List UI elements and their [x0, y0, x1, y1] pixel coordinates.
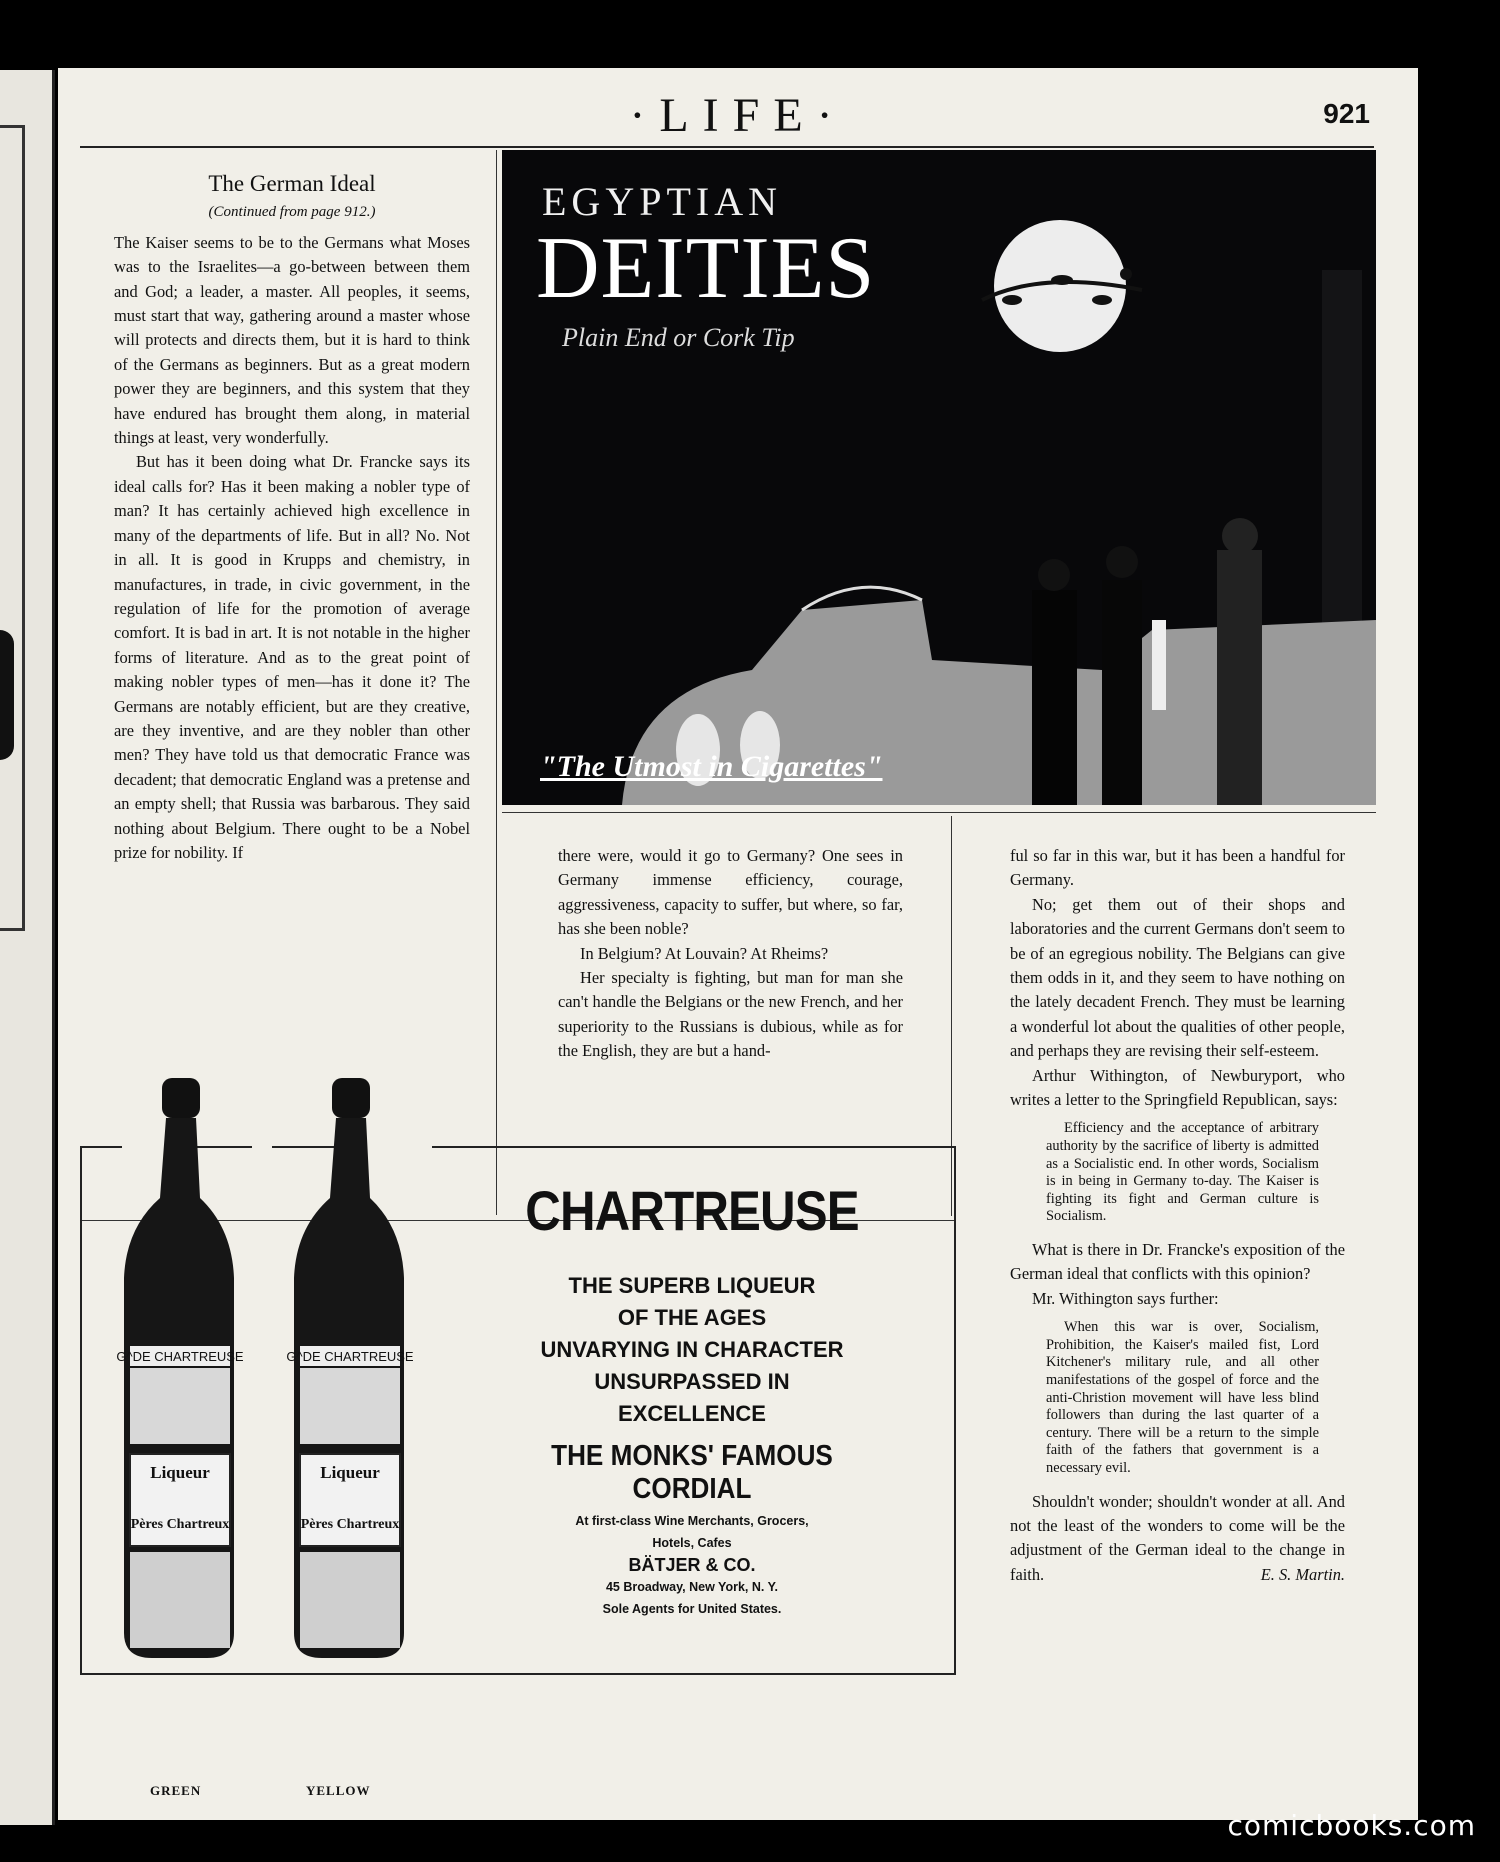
svg-text:Pères Chartreux: Pères Chartreux [300, 1517, 400, 1532]
ad-vendor-info: At first-class Wine Merchants, Grocers, Hotels, Cafes BÄTJER & CO. 45 Broadway, New York, N. Y. Sole Agents for United States. [472, 1510, 912, 1620]
company-name: BÄTJER & CO. [628, 1555, 756, 1575]
figure [1102, 580, 1142, 805]
ad-subheadline: THE MONKS' FAMOUS CORDIAL [551, 1440, 833, 1505]
green-bottle [116, 1078, 244, 1658]
block-quote: Efficiency and the acceptance of arbitrary authority by the sacrifice of liberty is admitted as a Socialistic end. In other words, Socialism is in being in Germany to-day. The Kaiser is fighting its fight and German culture is Socialism. [1046, 1120, 1319, 1225]
chartreuse-ad [80, 1146, 956, 1675]
svg-text:G^DE CHARTREUSE: G^DE CHARTREUSE [286, 1349, 414, 1364]
paragraph: In Belgium? At Louvain? At Rheims? [580, 943, 829, 963]
article-continued-note: (Continued from page 912.) [208, 204, 376, 221]
article-column-1 [114, 172, 470, 865]
paragraph: Her specialty is fighting, but man for man she can't handle the Belgians or the new French, and her superiority to the Russians is dubious, while as for the English, they are but a hand- [558, 968, 903, 1061]
paragraph: No; get them out of their shops and laboratories and the current Germans don't seem to be of an egregious nobility. The Belgians can give them odds in it, and they seem to have nothing on the lately decadent French. They must be learning a wonderful lot about the qualities of other people, and perhaps they are revising their self-esteem. [1010, 894, 1345, 1061]
ad-tagline-block: THE SUPERB LIQUEUR OF THE AGES UNVARYING IN CHARACTER UNSURPASSED IN EXCELLENCE [540, 1273, 844, 1426]
site-watermark: comicbooks.com [1227, 1809, 1476, 1842]
article-title: The German Ideal [208, 171, 376, 196]
paragraph: ful so far in this war, but it has been a handful for Germany. [1010, 846, 1345, 890]
ad-bottom-rule [502, 812, 1376, 813]
adjacent-page-edge [0, 70, 55, 1825]
adjacent-page-illustration [0, 630, 14, 760]
brand-name: DEITIES [536, 220, 876, 317]
figure [1032, 590, 1077, 805]
svg-text:Pères Chartreux: Pères Chartreux [130, 1517, 230, 1532]
article-column-3 [1010, 844, 1345, 1587]
paragraph: Mr. Withington says further: [1032, 1288, 1219, 1308]
brand-line-1: EGYPTIAN [542, 179, 782, 224]
paragraph: But has it been doing what Dr. Francke says its ideal calls for? Has it been making a nobler type of man? It has certainly achieved high excellence in many of the departments of life. But in all? No. Not in all. It is good in Krupps and chemistry, in manufactures, in trade, in civic government, in the regulation of life for the promotion of average comfort. It is bad in art. It is not notable in the higher forms of literature. And as to the great point of making nobler types of men—has it done it? The Germans are notably efficient, but are they creative, are they inventive, and are they nobler than other men? They have told us that democratic France was decadent; that democratic England was a pretense and an empty shell; that Russia was barbarous. They said nothing about Belgium. There ought to be a Nobel prize for nobility. If [114, 452, 470, 862]
liqueur-bottles [82, 1078, 462, 1603]
deities-cigarette-ad [502, 150, 1376, 805]
author-signature: E. S. Martin. [1260, 1564, 1345, 1584]
column-rule [496, 150, 497, 1215]
page-number: 921 [1323, 98, 1370, 129]
figure [1217, 550, 1262, 805]
magazine-page [58, 68, 1418, 1820]
paragraph: What is there in Dr. Francke's exposition of the German ideal that conflicts with this opinion? [1010, 1240, 1345, 1284]
bottle-label-yellow: YELLOW [306, 1783, 371, 1798]
ad-slogan: "The Utmost in Cigarettes" [540, 750, 883, 783]
paragraph: there were, would it go to Germany? One sees in Germany immense efficiency, courage, aggressiveness, capacity to suffer, but where, so far, has she been noble? [558, 846, 903, 939]
bird [1120, 268, 1132, 280]
brand-tagline: Plain End or Cork Tip [562, 323, 795, 352]
top-rule [80, 146, 1374, 148]
ad-headline: CHARTREUSE [525, 1179, 859, 1242]
yellow-bottle [286, 1078, 414, 1658]
block-quote: When this war is over, Socialism, Prohibition, the Kaiser's mailed fist, Lord Kitchener's military rule, and all other manifestations of the gospel of force and the anti-Christion movement will have less blind followers than during the last quarter of a century. There will be a return to the simple faith of the fathers that government is a necessary evil. [1046, 1319, 1319, 1476]
paragraph: Arthur Withington, of Newburyport, who writes a letter to the Springfield Republican, says: [1010, 1065, 1345, 1110]
adjacent-page-frame [0, 125, 25, 931]
svg-text:G^DE CHARTREUSE: G^DE CHARTREUSE [116, 1349, 244, 1364]
paragraph: The Kaiser seems to be to the Germans what Moses was to the Israelites—a go-between between them and God; a leader, a master. All peoples, it seems, must start that way, gathering around a master whose will protects and directs them, but it is hard to think of the Germans as beginners. But as a great modern power they are beginners, and this system that they have endured has brought them along, in material things at least, very wonderfully. [114, 232, 470, 448]
scarf [1152, 620, 1166, 710]
bottle-label-green: GREEN [150, 1783, 202, 1798]
paragraph: Shouldn't wonder; shouldn't wonder at all. And not the least of the wonders to come will be the adjustment of the German ideal to the change in faith. E. S. Martin. [1010, 1490, 1345, 1588]
svg-text:Liqueur: Liqueur [150, 1463, 210, 1482]
svg-text:Liqueur: Liqueur [320, 1463, 380, 1482]
masthead: ·LIFE· [629, 89, 847, 142]
article-column-2 [558, 844, 903, 1064]
